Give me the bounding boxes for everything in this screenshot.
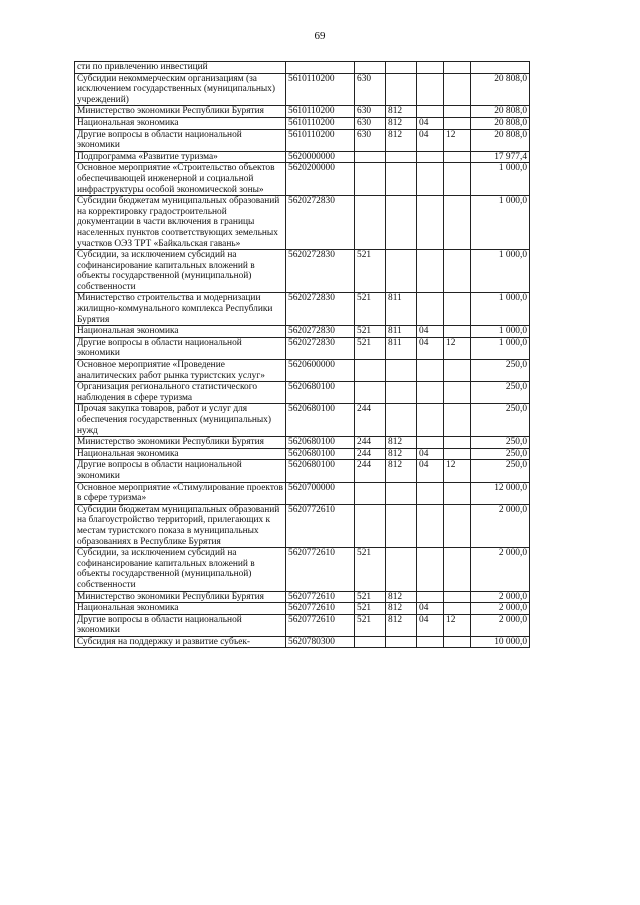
row-sum-cell: 250,0 xyxy=(471,360,530,382)
row-name-cell: Министерство строительства и модернизации жилищно-коммунального комплекса Республики Бурятия xyxy=(75,293,286,326)
row-sum-cell: 250,0 xyxy=(471,460,530,482)
row-ministry-cell xyxy=(386,404,417,437)
row-code-cell: 5620772610 xyxy=(286,548,355,591)
row-expense-type-cell xyxy=(355,196,386,250)
row-subsection-cell xyxy=(444,62,471,74)
row-subsection-cell xyxy=(444,73,471,106)
row-expense-type-cell: 630 xyxy=(355,117,386,129)
row-name-cell: Министерство экономики Республики Бурятия xyxy=(75,437,286,449)
row-code-cell: 5610110200 xyxy=(286,129,355,151)
row-sum-cell: 1 000,0 xyxy=(471,196,530,250)
row-code-cell: 5620780300 xyxy=(286,636,355,648)
row-subsection-cell xyxy=(444,482,471,504)
row-expense-type-cell xyxy=(355,382,386,404)
row-name-cell: Национальная экономика xyxy=(75,326,286,338)
row-section-cell xyxy=(417,636,444,648)
row-code-cell: 5620772610 xyxy=(286,614,355,636)
table-row xyxy=(75,404,530,437)
row-ministry-cell: 812 xyxy=(386,129,417,151)
row-code-cell: 5620772610 xyxy=(286,603,355,615)
table-row xyxy=(75,196,530,250)
row-expense-type-cell xyxy=(355,151,386,163)
row-ministry-cell xyxy=(386,163,417,196)
row-ministry-cell: 811 xyxy=(386,337,417,359)
row-ministry-cell: 812 xyxy=(386,603,417,615)
row-ministry-cell xyxy=(386,482,417,504)
row-subsection-cell xyxy=(444,163,471,196)
row-subsection-cell xyxy=(444,151,471,163)
row-name-cell: Основное мероприятие «Стимулирование проектов в сфере туризма» xyxy=(75,482,286,504)
row-ministry-cell xyxy=(386,504,417,547)
row-section-cell xyxy=(417,196,444,250)
row-sum-cell: 2 000,0 xyxy=(471,591,530,603)
row-section-cell xyxy=(417,437,444,449)
row-expense-type-cell: 521 xyxy=(355,603,386,615)
row-ministry-cell xyxy=(386,62,417,74)
row-subsection-cell xyxy=(444,196,471,250)
row-subsection-cell xyxy=(444,504,471,547)
row-sum-cell: 12 000,0 xyxy=(471,482,530,504)
table-row xyxy=(75,293,530,326)
row-sum-cell: 2 000,0 xyxy=(471,614,530,636)
row-ministry-cell: 812 xyxy=(386,460,417,482)
row-sum-cell: 20 808,0 xyxy=(471,117,530,129)
row-expense-type-cell xyxy=(355,482,386,504)
row-ministry-cell: 811 xyxy=(386,293,417,326)
row-code-cell: 5610110200 xyxy=(286,106,355,118)
row-subsection-cell xyxy=(444,382,471,404)
row-name-cell: Другие вопросы в области национальной экономики xyxy=(75,614,286,636)
row-name-cell: Другие вопросы в области национальной экономики xyxy=(75,460,286,482)
row-code-cell: 5620680100 xyxy=(286,460,355,482)
row-section-cell xyxy=(417,250,444,293)
row-expense-type-cell xyxy=(355,62,386,74)
row-subsection-cell xyxy=(444,293,471,326)
row-code-cell: 5620600000 xyxy=(286,360,355,382)
row-name-cell: Субсидии бюджетам муниципальных образований на благоустройство территорий, прилегающих к местам туристского показа в муниципальных образованиях в Республике Бурятия xyxy=(75,504,286,547)
row-ministry-cell xyxy=(386,250,417,293)
row-expense-type-cell xyxy=(355,504,386,547)
row-section-cell xyxy=(417,591,444,603)
row-subsection-cell: 12 xyxy=(444,337,471,359)
row-code-cell: 5610110200 xyxy=(286,73,355,106)
row-name-cell: Организация регионального статистического наблюдения в сфере туризма xyxy=(75,382,286,404)
row-expense-type-cell xyxy=(355,163,386,196)
page-number: 69 xyxy=(314,30,326,42)
row-expense-type-cell: 244 xyxy=(355,460,386,482)
row-section-cell: 04 xyxy=(417,448,444,460)
row-section-cell xyxy=(417,106,444,118)
row-section-cell xyxy=(417,382,444,404)
row-name-cell: Субсидия на поддержку и развитие субъек- xyxy=(75,636,286,648)
row-subsection-cell xyxy=(444,250,471,293)
table-row xyxy=(75,591,530,603)
row-ministry-cell: 812 xyxy=(386,614,417,636)
row-code-cell: 5620000000 xyxy=(286,151,355,163)
row-subsection-cell: 12 xyxy=(444,129,471,151)
row-name-cell: Министерство экономики Республики Бурятия xyxy=(75,591,286,603)
row-subsection-cell xyxy=(444,117,471,129)
row-expense-type-cell xyxy=(355,360,386,382)
table-row xyxy=(75,117,530,129)
table-row xyxy=(75,250,530,293)
row-section-cell xyxy=(417,151,444,163)
row-sum-cell: 20 808,0 xyxy=(471,106,530,118)
row-section-cell: 04 xyxy=(417,129,444,151)
row-code-cell xyxy=(286,62,355,74)
row-code-cell: 5620680100 xyxy=(286,448,355,460)
row-name-cell: Основное мероприятие «Строительство объектов обеспечивающей инженерной и социальной инфраструктуры особой экономической зоны» xyxy=(75,163,286,196)
table-row xyxy=(75,603,530,615)
row-section-cell xyxy=(417,163,444,196)
row-subsection-cell xyxy=(444,326,471,338)
row-code-cell: 5620772610 xyxy=(286,591,355,603)
row-sum-cell: 250,0 xyxy=(471,404,530,437)
row-section-cell xyxy=(417,548,444,591)
row-sum-cell: 2 000,0 xyxy=(471,548,530,591)
row-sum-cell: 1 000,0 xyxy=(471,293,530,326)
row-code-cell: 5620272830 xyxy=(286,337,355,359)
row-name-cell: Национальная экономика xyxy=(75,603,286,615)
table-row xyxy=(75,151,530,163)
table-row xyxy=(75,504,530,547)
table-row xyxy=(75,129,530,151)
row-code-cell: 5610110200 xyxy=(286,117,355,129)
row-section-cell xyxy=(417,73,444,106)
row-ministry-cell: 812 xyxy=(386,437,417,449)
row-expense-type-cell: 244 xyxy=(355,404,386,437)
table-row xyxy=(75,448,530,460)
table-row xyxy=(75,62,530,74)
row-section-cell: 04 xyxy=(417,117,444,129)
row-subsection-cell xyxy=(444,603,471,615)
row-sum-cell: 1 000,0 xyxy=(471,337,530,359)
row-name-cell: Национальная экономика xyxy=(75,448,286,460)
table-row xyxy=(75,382,530,404)
row-section-cell xyxy=(417,360,444,382)
row-code-cell: 5620272830 xyxy=(286,293,355,326)
row-expense-type-cell: 630 xyxy=(355,73,386,106)
row-expense-type-cell: 521 xyxy=(355,548,386,591)
row-expense-type-cell: 521 xyxy=(355,293,386,326)
row-name-cell: Субсидии некоммерческим организациям (за исключением государственных (муниципальных) учреждений) xyxy=(75,73,286,106)
row-section-cell: 04 xyxy=(417,326,444,338)
row-section-cell: 04 xyxy=(417,603,444,615)
table-row xyxy=(75,614,530,636)
row-code-cell: 5620272830 xyxy=(286,250,355,293)
row-name-cell: Прочая закупка товаров, работ и услуг для обеспечения государственных (муниципальных) нужд xyxy=(75,404,286,437)
row-name-cell: Другие вопросы в области национальной экономики xyxy=(75,337,286,359)
table-row xyxy=(75,437,530,449)
row-name-cell: Министерство экономики Республики Бурятия xyxy=(75,106,286,118)
table-row xyxy=(75,337,530,359)
row-name-cell: сти по привлечению инвестиций xyxy=(75,62,286,74)
row-code-cell: 5620772610 xyxy=(286,504,355,547)
row-expense-type-cell: 521 xyxy=(355,591,386,603)
row-section-cell xyxy=(417,504,444,547)
row-ministry-cell xyxy=(386,548,417,591)
row-section-cell xyxy=(417,62,444,74)
row-subsection-cell xyxy=(444,106,471,118)
row-ministry-cell: 811 xyxy=(386,326,417,338)
row-subsection-cell xyxy=(444,448,471,460)
table-row xyxy=(75,106,530,118)
row-name-cell: Субсидии бюджетам муниципальных образований на корректировку градостроительной документации в части включения в границы населенных пунктов соответствующих земельных участков ОЭЗ ТРТ «Байкальская гавань» xyxy=(75,196,286,250)
row-sum-cell: 10 000,0 xyxy=(471,636,530,648)
row-subsection-cell xyxy=(444,437,471,449)
row-ministry-cell: 812 xyxy=(386,591,417,603)
row-expense-type-cell: 244 xyxy=(355,437,386,449)
table-row xyxy=(75,360,530,382)
row-sum-cell: 2 000,0 xyxy=(471,603,530,615)
row-section-cell xyxy=(417,293,444,326)
row-code-cell: 5620680100 xyxy=(286,437,355,449)
row-section-cell xyxy=(417,482,444,504)
row-name-cell: Другие вопросы в области национальной экономики xyxy=(75,129,286,151)
row-ministry-cell: 812 xyxy=(386,106,417,118)
row-section-cell: 04 xyxy=(417,337,444,359)
row-subsection-cell xyxy=(444,404,471,437)
budget-table-body xyxy=(75,62,530,648)
row-sum-cell xyxy=(471,62,530,74)
row-ministry-cell: 812 xyxy=(386,448,417,460)
row-name-cell: Субсидии, за исключением субсидий на софинансирование капитальных вложений в объекты государственной (муниципальной) собственности xyxy=(75,548,286,591)
row-expense-type-cell: 630 xyxy=(355,129,386,151)
row-subsection-cell: 12 xyxy=(444,614,471,636)
row-ministry-cell: 812 xyxy=(386,117,417,129)
table-row xyxy=(75,460,530,482)
row-expense-type-cell xyxy=(355,636,386,648)
row-ministry-cell xyxy=(386,73,417,106)
row-section-cell: 04 xyxy=(417,614,444,636)
row-code-cell: 5620700000 xyxy=(286,482,355,504)
row-expense-type-cell: 521 xyxy=(355,250,386,293)
table-row xyxy=(75,163,530,196)
row-code-cell: 5620680100 xyxy=(286,382,355,404)
row-name-cell: Подпрограмма «Развитие туризма» xyxy=(75,151,286,163)
row-expense-type-cell: 244 xyxy=(355,448,386,460)
row-subsection-cell xyxy=(444,360,471,382)
row-code-cell: 5620680100 xyxy=(286,404,355,437)
row-sum-cell: 2 000,0 xyxy=(471,504,530,547)
table-row xyxy=(75,548,530,591)
row-code-cell: 5620272830 xyxy=(286,326,355,338)
row-sum-cell: 1 000,0 xyxy=(471,326,530,338)
table-row xyxy=(75,73,530,106)
row-section-cell: 04 xyxy=(417,460,444,482)
row-subsection-cell: 12 xyxy=(444,460,471,482)
row-sum-cell: 250,0 xyxy=(471,448,530,460)
row-section-cell xyxy=(417,404,444,437)
row-expense-type-cell: 521 xyxy=(355,337,386,359)
row-subsection-cell xyxy=(444,591,471,603)
row-sum-cell: 1 000,0 xyxy=(471,163,530,196)
row-expense-type-cell: 521 xyxy=(355,326,386,338)
table-row xyxy=(75,482,530,504)
row-expense-type-cell: 521 xyxy=(355,614,386,636)
row-ministry-cell xyxy=(386,360,417,382)
row-code-cell: 5620200000 xyxy=(286,163,355,196)
row-subsection-cell xyxy=(444,548,471,591)
row-sum-cell: 250,0 xyxy=(471,437,530,449)
row-ministry-cell xyxy=(386,636,417,648)
row-expense-type-cell: 630 xyxy=(355,106,386,118)
row-sum-cell: 20 808,0 xyxy=(471,129,530,151)
budget-table xyxy=(74,61,530,648)
row-sum-cell: 20 808,0 xyxy=(471,73,530,106)
row-ministry-cell xyxy=(386,196,417,250)
row-code-cell: 5620272830 xyxy=(286,196,355,250)
row-ministry-cell xyxy=(386,151,417,163)
row-name-cell: Национальная экономика xyxy=(75,117,286,129)
row-ministry-cell xyxy=(386,382,417,404)
row-sum-cell: 250,0 xyxy=(471,382,530,404)
row-subsection-cell xyxy=(444,636,471,648)
row-name-cell: Основное мероприятие «Проведение аналитических работ рынка туристских услуг» xyxy=(75,360,286,382)
row-sum-cell: 1 000,0 xyxy=(471,250,530,293)
row-sum-cell: 17 977,4 xyxy=(471,151,530,163)
table-row xyxy=(75,326,530,338)
table-row xyxy=(75,636,530,648)
row-name-cell: Субсидии, за исключением субсидий на софинансирование капитальных вложений в объекты государственной (муниципальной) собственности xyxy=(75,250,286,293)
